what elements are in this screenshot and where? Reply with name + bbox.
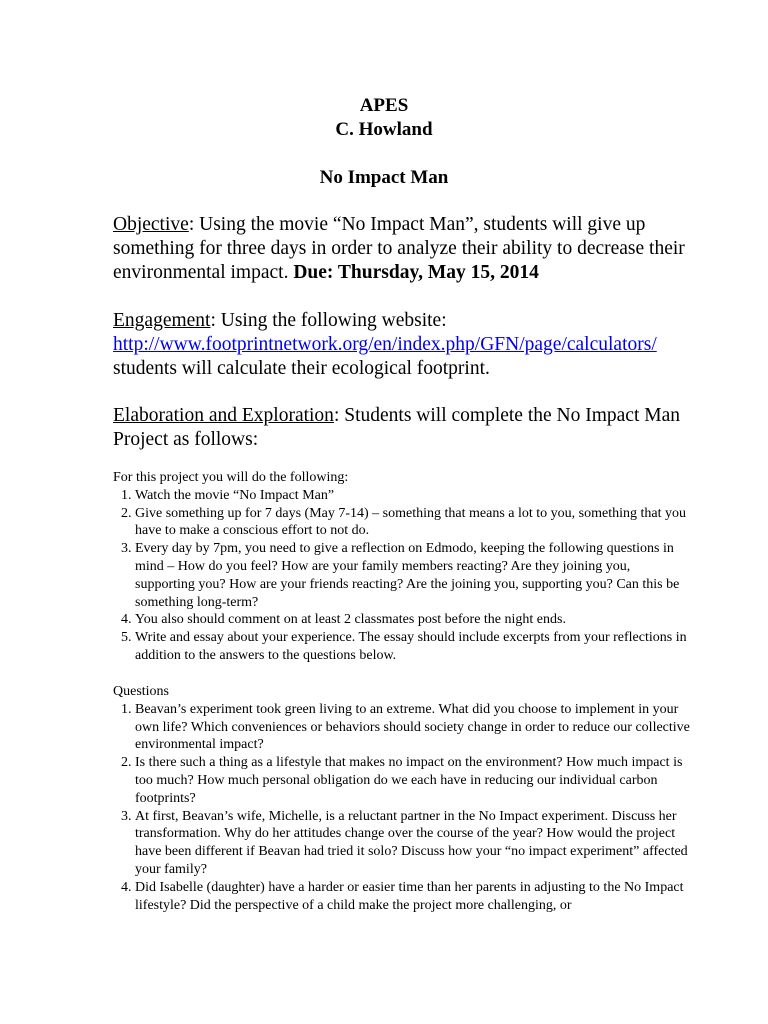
elaboration-paragraph bbox=[113, 404, 693, 452]
list-item: 4. You also should comment on at least 2 classmates post before the night ends. bbox=[135, 611, 693, 629]
questions-section bbox=[113, 683, 693, 914]
due-date: Due: Thursday, May 15, 2014 bbox=[293, 262, 539, 283]
list-item: 2. Give something up for 7 days (May 7-14) – something that means a lot to you, something that you have to make a conscious effort to not do. bbox=[135, 505, 693, 541]
questions-heading: Questions bbox=[113, 684, 169, 699]
objective-paragraph bbox=[113, 213, 693, 285]
elaboration-text: : Students will complete the No Impact Man Project as follows: bbox=[113, 405, 680, 450]
elaboration-label: Elaboration and Exploration bbox=[113, 405, 334, 426]
engagement-after: students will calculate their ecological footprint. bbox=[113, 358, 490, 379]
list-item: 3. Every day by 7pm, you need to give a reflection on Edmodo, keeping the following questions in mind – How do you feel? How are your family members reacting? Are they joining you, supporting you? How are your friends reacting? Are the joining you, supporting you? Can this be something long-term? bbox=[135, 540, 693, 611]
footprint-calculator-link[interactable]: http://www.footprintnetwork.org/en/index.php/GFN/page/calculators/ bbox=[113, 334, 657, 355]
list-item: 2. Is there such a thing as a lifestyle that makes no impact on the environment? How much impact is too much? How much personal obligation do we each have in reducing our individual carbon footprints? bbox=[135, 754, 693, 807]
engagement-paragraph bbox=[113, 309, 693, 381]
project-intro: For this project you will do the following: bbox=[113, 470, 349, 485]
course-heading: APES bbox=[359, 95, 409, 116]
objective-text: : Using the movie “No Impact Man”, students will give up something for three days in order to analyze their ability to decrease their environmental impact. bbox=[113, 214, 685, 283]
document-title: No Impact Man bbox=[319, 167, 449, 188]
list-item: 1. Beavan’s experiment took green living to an extreme. What did you choose to implement in your own life? Which conveniences or behaviors should society change in order to reduce our collective environmental impact? bbox=[135, 701, 693, 754]
list-item: 4. Did Isabelle (daughter) have a harder or easier time than her parents in adjusting to the No Impact lifestyle? Did the perspective of a child make the project more challenging, or bbox=[135, 879, 693, 915]
engagement-label: Engagement bbox=[113, 310, 211, 331]
objective-label: Objective bbox=[113, 214, 189, 235]
project-list bbox=[113, 487, 693, 665]
list-item: 5. Write and essay about your experience. The essay should include excerpts from your reflections in addition to the answers to the questions below. bbox=[135, 629, 693, 665]
teacher-heading: C. Howland bbox=[335, 119, 433, 140]
project-section bbox=[113, 469, 693, 665]
questions-list bbox=[113, 701, 693, 915]
list-item: 3. At first, Beavan’s wife, Michelle, is a reluctant partner in the No Impact experiment. Discuss her transformation. Why do her attitudes change over the course of the year? How would the project have been different if Beavan had tried it solo? Discuss how your “no impact experiment” affected your family? bbox=[135, 808, 693, 879]
engagement-text: : Using the following website: bbox=[210, 310, 447, 331]
list-item: 1. Watch the movie “No Impact Man” bbox=[135, 487, 693, 505]
